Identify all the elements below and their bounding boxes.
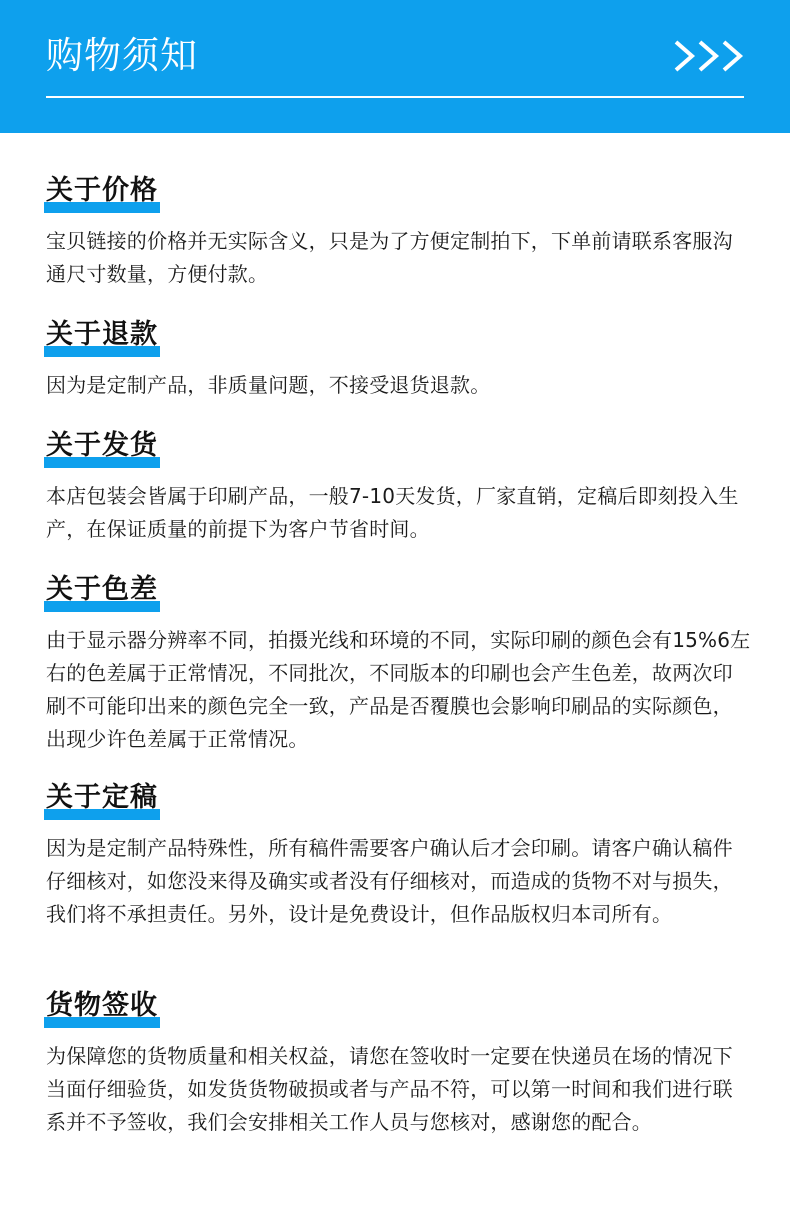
section-heading-text: 关于色差 (46, 574, 158, 605)
section-color-difference (46, 570, 752, 756)
header-divider (46, 96, 744, 98)
section-heading (46, 570, 158, 612)
section-heading (46, 426, 158, 468)
section-body: 由于显示器分辨率不同，拍摄光线和环境的不同，实际印刷的颜色会有15%6左右的色差属于正常情况，不同批次，不同版本的印刷也会产生色差，故两次印刷不可能印出来的颜色完全一致，产品是否覆膜也会影响印刷品的实际颜色，出现少许色差属于正常情况。 (46, 628, 751, 751)
section-heading (46, 171, 158, 213)
section-body: 为保障您的货物质量和相关权益，请您在签收时一定要在快递员在场的情况下当面仔细验货，如发货货物破损或者与产品不符，可以第一时间和我们进行联系并不予签收，我们会安排相关工作人员与您核对，感谢您的配合。 (46, 1044, 733, 1134)
section-heading-text: 关于价格 (46, 175, 158, 206)
section-heading-text: 关于发货 (46, 430, 158, 461)
section-final-draft (46, 778, 752, 931)
section-heading (46, 986, 158, 1028)
page-title: 购物须知 (46, 34, 198, 77)
section-body: 宝贝链接的价格并无实际含义，只是为了方便定制拍下，下单前请联系客服沟通尺寸数量，方便付款。 (46, 229, 733, 286)
section-price (46, 171, 752, 291)
section-heading (46, 315, 158, 357)
section-heading-text: 关于退款 (46, 319, 158, 350)
section-body: 因为是定制产品，非质量问题，不接受退货退款。 (46, 373, 491, 397)
section-body: 本店包装会皆属于印刷产品，一般7-10天发货，厂家直销，定稿后即刻投入生产，在保证质量的前提下为客户节省时间。 (46, 484, 739, 541)
section-body: 因为是定制产品特殊性，所有稿件需要客户确认后才会印刷。请客户确认稿件仔细核对，如您没来得及确实或者没有仔细核对，而造成的货物不对与损失，我们将不承担责任。另外，设计是免费设计，但作品版权归本司所有。 (46, 836, 733, 926)
section-shipping (46, 426, 752, 546)
section-heading-text: 货物签收 (46, 990, 158, 1021)
header-banner (0, 0, 790, 133)
section-heading-text: 关于定稿 (46, 782, 158, 813)
section-receipt (46, 986, 752, 1139)
triple-chevron-right-icon (672, 36, 744, 76)
section-heading (46, 778, 158, 820)
section-refund (46, 315, 752, 402)
